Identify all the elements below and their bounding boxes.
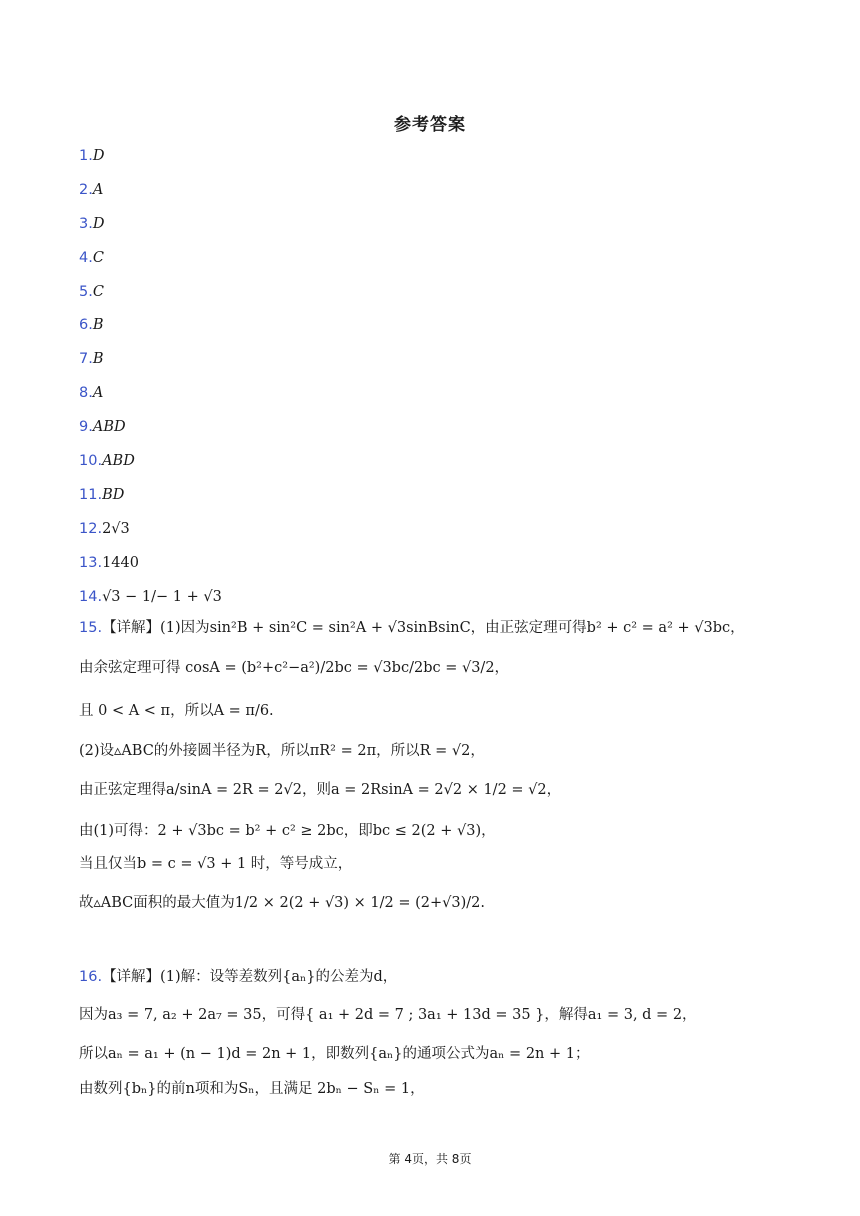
question-number: 6. xyxy=(79,317,93,334)
answer-value: C xyxy=(92,283,104,300)
answer-value: 2√3 xyxy=(102,520,130,537)
question-number: 11. xyxy=(79,486,103,503)
answer-item xyxy=(79,313,222,347)
question-number: 10. xyxy=(79,453,103,470)
answer-item xyxy=(79,246,222,280)
answer-item xyxy=(79,381,222,415)
answer-value: D xyxy=(92,148,105,164)
solution-line: 由数列{bₙ}的前n项和为Sₙ，且满足 2bₙ − Sₙ = 1， xyxy=(79,1081,425,1097)
solution-text: 【详解】(1)解：设等差数列{aₙ}的公差为d， xyxy=(102,969,398,985)
answer-item xyxy=(79,415,222,449)
question-number: 3. xyxy=(79,215,93,232)
question-number: 7. xyxy=(79,351,93,368)
answer-value: C xyxy=(92,249,104,266)
answer-item xyxy=(79,347,222,381)
answer-list xyxy=(79,144,222,618)
solution-line xyxy=(79,966,397,988)
solution-line: (2)设▵ABC的外接圆半径为R，所以πR² = 2π，所以R = √2， xyxy=(79,743,485,759)
solution-line xyxy=(79,617,745,639)
answer-value: A xyxy=(92,385,104,402)
answer-value: 1440 xyxy=(102,554,139,571)
question-number: 8. xyxy=(79,385,93,402)
question-number: 2. xyxy=(79,181,93,198)
solution-line: 且 0 < A < π，所以A = π/6. xyxy=(79,703,274,719)
page-title: 参考答案 xyxy=(394,115,466,135)
answer-item xyxy=(79,483,222,517)
question-number: 15. xyxy=(79,620,103,636)
answer-value: B xyxy=(92,317,104,334)
answer-item xyxy=(79,517,222,551)
answer-value: ABD xyxy=(102,453,135,470)
solution-line: 由(1)可得：2 + √3bc = b² + c² ≥ 2bc，即bc ≤ 2(2 + √3)， xyxy=(79,823,496,839)
question-number: 9. xyxy=(79,419,93,436)
answer-item xyxy=(79,280,222,314)
answer-item xyxy=(79,585,222,619)
solution-line: 当且仅当b = c = √3 + 1 时，等号成立， xyxy=(79,856,353,872)
question-number: 13. xyxy=(79,554,103,571)
answer-value: A xyxy=(92,181,104,198)
answer-item xyxy=(79,551,222,585)
solution-line: 所以aₙ = a₁ + (n − 1)d = 2n + 1，即数列{aₙ}的通项公式为aₙ = 2n + 1； xyxy=(79,1046,590,1062)
question-number: 5. xyxy=(79,283,93,300)
answer-item xyxy=(79,449,222,483)
question-number: 4. xyxy=(79,249,93,266)
answer-value: √3 − 1/− 1 + √3 xyxy=(102,588,222,605)
solution-text: 【详解】(1)因为sin²B + sin²C = sin²A + √3sinBsinC，由正弦定理可得b² + c² = a² + √3bc， xyxy=(102,620,745,636)
solution-line: 由余弦定理可得 cosA = (b²+c²−a²)/2bc = √3bc/2bc = √3/2， xyxy=(79,660,510,676)
solution-line: 由正弦定理得a/sinA = 2R = 2√2，则a = 2RsinA = 2√2 × 1/2 = √2， xyxy=(79,782,562,798)
answer-item xyxy=(79,178,222,212)
question-number: 12. xyxy=(79,520,103,537)
answer-item xyxy=(79,212,222,246)
page-footer: 第 4页，共 8页 xyxy=(388,1152,472,1166)
answer-value: BD xyxy=(102,486,125,503)
question-number: 1. xyxy=(79,148,93,164)
question-number: 16. xyxy=(79,969,103,985)
answer-value: D xyxy=(92,215,105,232)
answer-value: B xyxy=(92,351,104,368)
answer-value: ABD xyxy=(92,419,126,436)
question-number: 14. xyxy=(79,588,103,605)
solution-line: 因为a₃ = 7, a₂ + 2a₇ = 35，可得{ a₁ + 2d = 7 ; 3a₁ + 13d = 35 }，解得a₁ = 3, d = 2， xyxy=(79,1007,697,1023)
answer-item xyxy=(79,144,222,178)
solution-line: 故▵ABC面积的最大值为1/2 × 2(2 + √3) × 1/2 = (2+√3)/2. xyxy=(79,895,486,911)
